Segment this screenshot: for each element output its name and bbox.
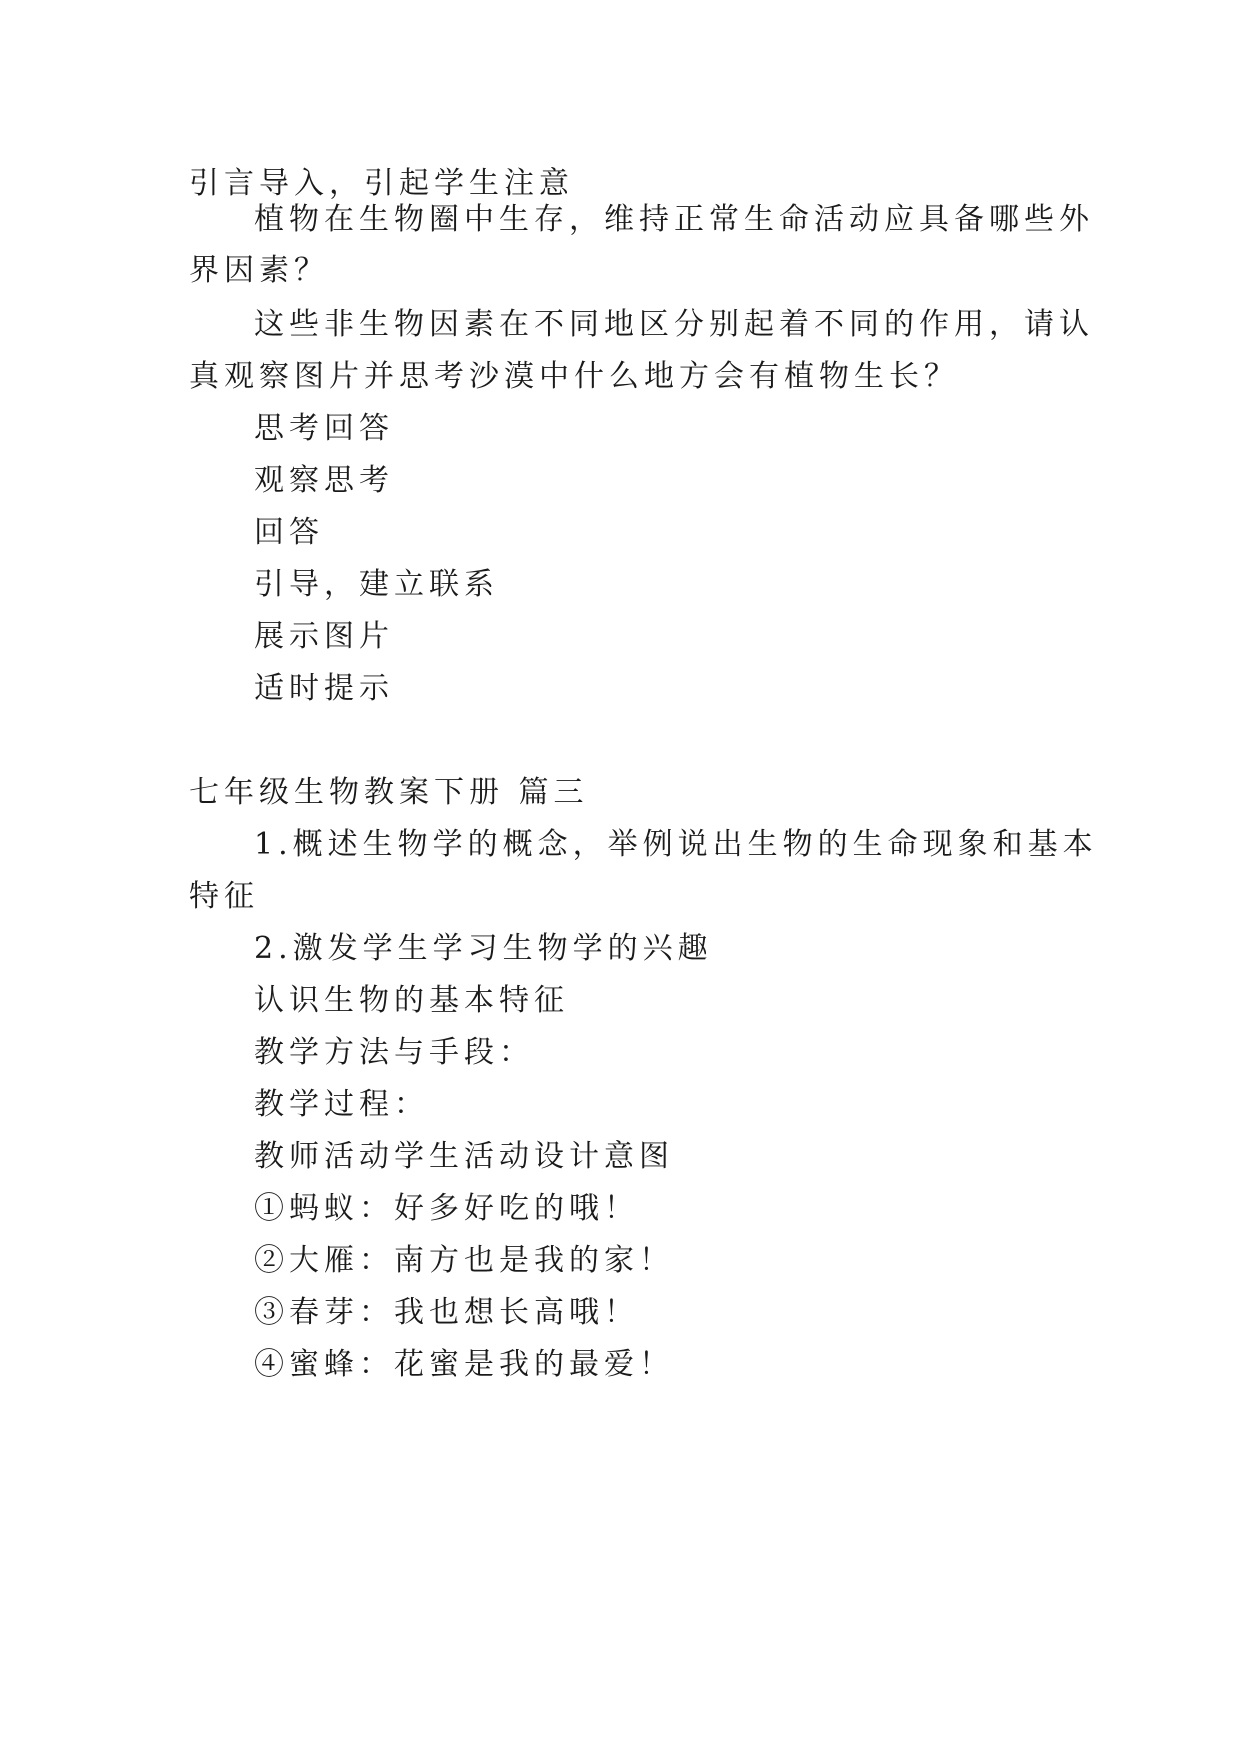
- list-item: 认识生物的基本特征: [254, 983, 569, 1018]
- list-item: 观察思考: [254, 463, 394, 498]
- list-item: 教学过程：: [254, 1087, 429, 1122]
- list-item: 教学方法与手段：: [254, 1035, 534, 1070]
- list-item: 展示图片: [254, 619, 394, 654]
- paragraph-line: 植物在生物圈中生存，维持正常生命活动应具备哪些外: [254, 202, 1094, 237]
- section-heading: 七年级生物教案下册 篇三: [189, 775, 589, 810]
- paragraph-line: 真观察图片并思考沙漠中什么地方会有植物生长？: [189, 359, 959, 394]
- list-item: 思考回答: [254, 411, 394, 446]
- list-item: ②大雁：南方也是我的家！: [254, 1243, 674, 1278]
- list-item: ①蚂蚁：好多好吃的哦！: [254, 1191, 639, 1226]
- paragraph-line: 这些非生物因素在不同地区分别起着不同的作用，请认: [254, 307, 1094, 342]
- list-item: 适时提示: [254, 671, 394, 706]
- paragraph-line: 界因素？: [189, 253, 329, 288]
- list-item: ④蜜蜂：花蜜是我的最爱！: [254, 1347, 674, 1382]
- section-heading: 引言导入，引起学生注意: [189, 166, 574, 201]
- list-item: 回答: [254, 515, 324, 550]
- list-item: 教师活动学生活动设计意图: [254, 1139, 674, 1174]
- list-item: 引导，建立联系: [254, 567, 499, 602]
- paragraph-line: 特征: [189, 879, 259, 914]
- list-item: ③春芽：我也想长高哦！: [254, 1295, 639, 1330]
- paragraph-line: 2.激发学生学习生物学的兴趣: [254, 931, 713, 966]
- paragraph-line: 1.概述生物学的概念，举例说出生物的生命现象和基本: [254, 827, 1098, 862]
